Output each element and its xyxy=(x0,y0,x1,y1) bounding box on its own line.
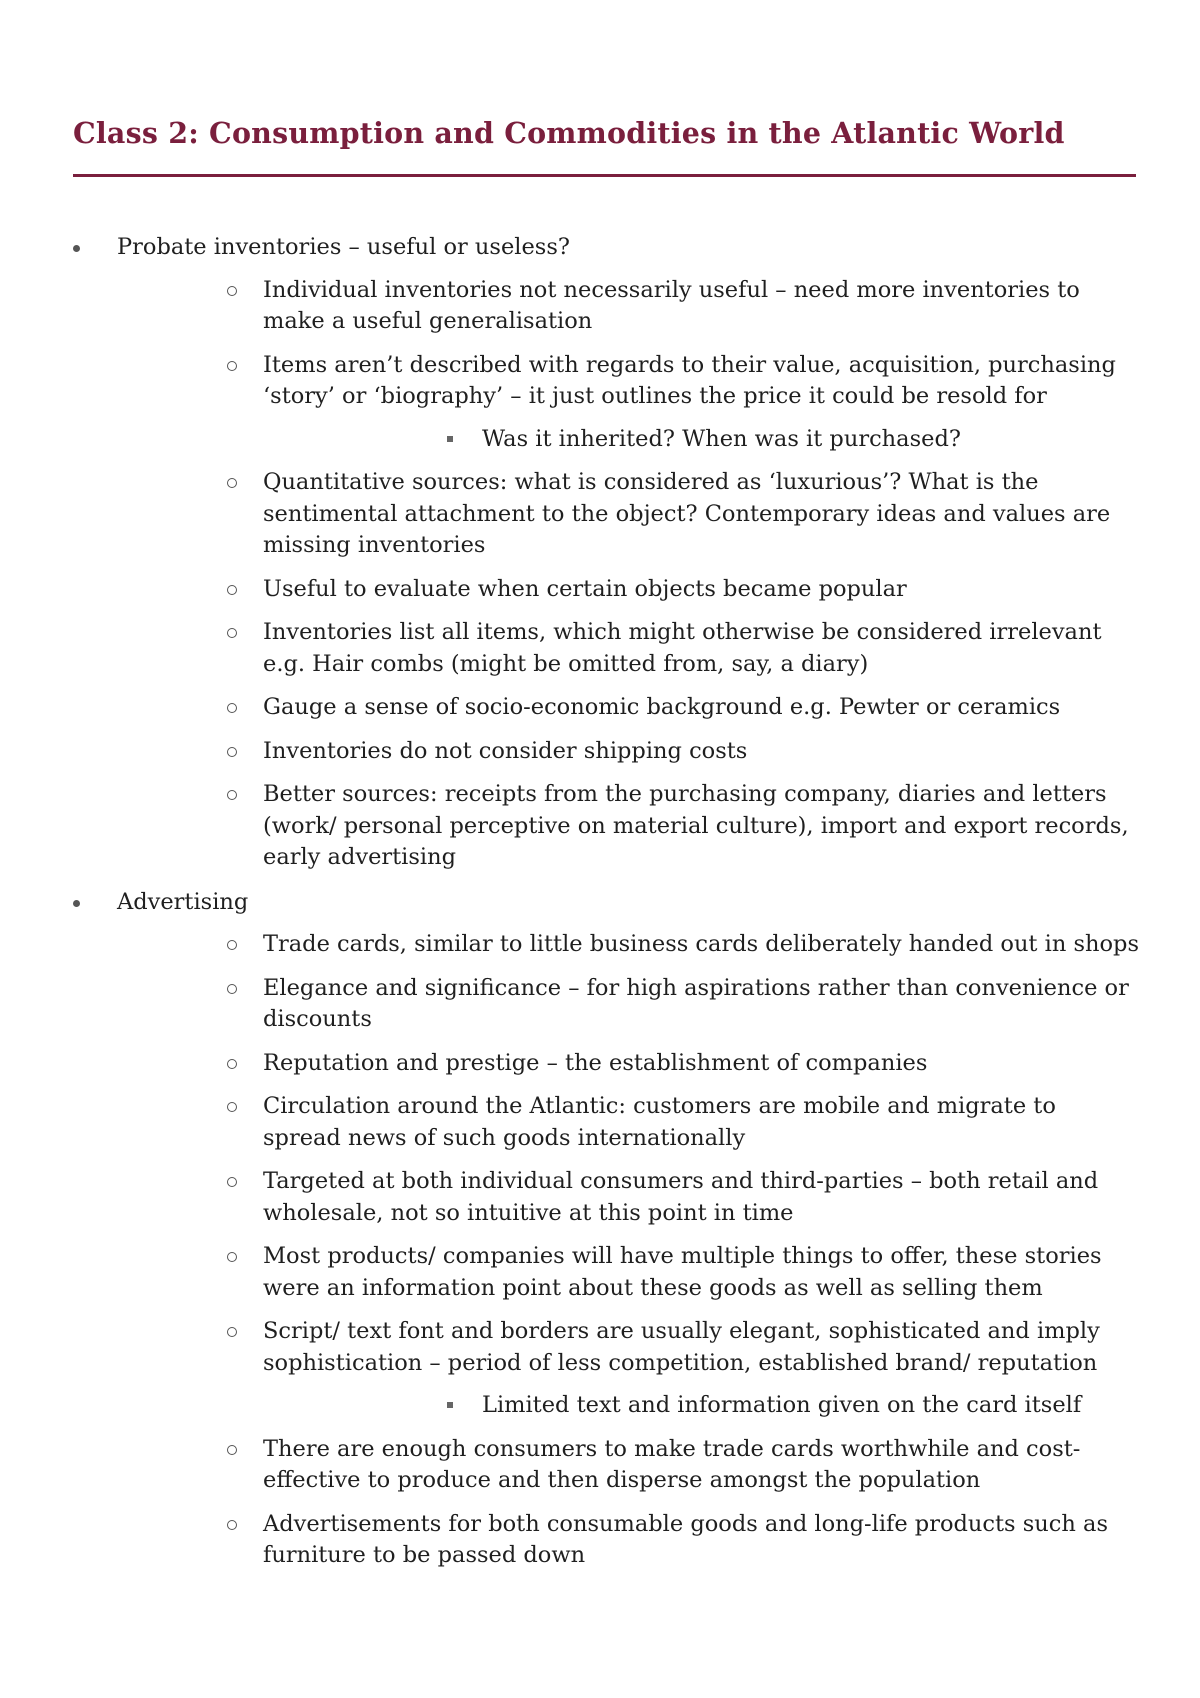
sub-bullet-text: Most products/ companies will have multiple things to offer, these stories were an information point about these goods as well as selling them xyxy=(263,1243,1102,1301)
circle-bullet-icon xyxy=(227,779,247,810)
circle-bullet-icon xyxy=(227,1509,247,1540)
sub-list xyxy=(117,275,1140,874)
sub-bullet-text: Trade cards, similar to little business cards deliberately handed out in shops xyxy=(263,931,1139,957)
sub-bullet-item xyxy=(117,467,1140,562)
circle-bullet-icon xyxy=(227,275,247,306)
sub-bullet-text: Quantitative sources: what is considered as ‘luxurious’? What is the sentimental attachment to the object? Contemporary ideas and values are missing inventories xyxy=(263,469,1111,558)
sub-bullet-item xyxy=(117,1316,1140,1422)
circle-bullet-icon xyxy=(227,1091,247,1122)
sub-bullet-text: Gauge a sense of socio-economic background e.g. Pewter or ceramics xyxy=(263,694,1061,720)
circle-bullet-icon xyxy=(227,574,247,605)
sub-bullet-item xyxy=(117,1048,1140,1080)
sub-bullet-item xyxy=(117,1434,1140,1497)
sub-sub-list xyxy=(263,424,1140,456)
sub-bullet-text: Script/ text font and borders are usually elegant, sophisticated and imply sophistication – period of less competition, established brand/ reputation xyxy=(263,1318,1100,1376)
sub-sub-bullet-item xyxy=(263,424,1140,456)
sub-bullet-text: Reputation and prestige – the establishment of companies xyxy=(263,1049,928,1076)
sub-bullet-text: Targeted at both individual consumers and third-parties – both retail and wholesale, not so intuitive at this point in time xyxy=(263,1168,1099,1226)
sub-bullet-text: Circulation around the Atlantic: customers are mobile and migrate to spread news of such goods internationally xyxy=(263,1093,1056,1151)
notes-outline xyxy=(73,232,1140,1572)
circle-bullet-icon xyxy=(227,692,247,723)
sub-bullet-text: Better sources: receipts from the purchasing company, diaries and letters (work/ personal perceptive on material culture), import and export records, early advertising xyxy=(263,781,1129,870)
sub-bullet-item xyxy=(117,275,1140,338)
sub-bullet-text: There are enough consumers to make trade cards worthwhile and cost-effective to produce and then disperse amongst the population xyxy=(263,1435,1081,1493)
sub-bullet-item xyxy=(117,736,1140,768)
circle-bullet-icon xyxy=(227,1166,247,1197)
square-bullet-icon xyxy=(447,1390,467,1421)
sub-bullet-item xyxy=(117,617,1140,680)
sub-bullet-item xyxy=(117,1166,1140,1229)
circle-bullet-icon xyxy=(227,929,247,960)
sub-bullet-text: Advertisements for both consumable goods and long-life products such as furniture to be passed down xyxy=(263,1510,1108,1568)
sub-bullet-item xyxy=(117,574,1140,606)
sub-bullet-item xyxy=(117,350,1140,456)
sub-list xyxy=(117,929,1140,1572)
circle-bullet-icon xyxy=(227,467,247,498)
sub-sub-bullet-text: Limited text and information given on the card itself xyxy=(482,1392,1082,1418)
sub-bullet-text: Inventories list all items, which might otherwise be considered irrelevant e.g. Hair combs (might be omitted from, say, a diary) xyxy=(263,619,1102,677)
circle-bullet-icon xyxy=(227,1048,247,1079)
sub-bullet-text: Elegance and significance – for high aspirations rather than convenience or discounts xyxy=(263,974,1129,1032)
sub-bullet-item xyxy=(117,779,1140,874)
sub-bullet-item xyxy=(117,1091,1140,1154)
title-underline xyxy=(73,174,1136,177)
bullet-item xyxy=(73,232,1140,874)
circle-bullet-icon xyxy=(227,1434,247,1465)
circle-bullet-icon xyxy=(227,1241,247,1272)
circle-bullet-icon xyxy=(227,1316,247,1347)
bullet-text: Advertising xyxy=(117,888,249,915)
page-title: Class 2: Consumption and Commodities in the Atlantic World xyxy=(73,116,1065,150)
sub-bullet-item xyxy=(117,973,1140,1036)
sub-bullet-text: Useful to evaluate when certain objects became popular xyxy=(263,575,907,602)
sub-bullet-text: Individual inventories not necessarily useful – need more inventories to make a useful generalisation xyxy=(263,276,1080,334)
circle-bullet-icon xyxy=(227,617,247,648)
sub-sub-bullet-text: Was it inherited? When was it purchased? xyxy=(482,425,961,452)
sub-sub-bullet-item xyxy=(263,1390,1140,1422)
sub-bullet-text: Items aren’t described with regards to their value, acquisition, purchasing ‘story’ or ‘biography’ – it just outlines the price it could be resold for xyxy=(263,351,1116,409)
circle-bullet-icon xyxy=(227,973,247,1004)
bullet-item xyxy=(73,887,1140,1572)
sub-bullet-item xyxy=(117,692,1140,724)
sub-bullet-item xyxy=(117,1509,1140,1572)
sub-bullet-item xyxy=(117,1241,1140,1304)
bullet-text: Probate inventories – useful or useless? xyxy=(117,234,570,260)
sub-bullet-text: Inventories do not consider shipping costs xyxy=(263,737,748,764)
square-bullet-icon xyxy=(447,424,467,455)
sub-bullet-item xyxy=(117,929,1140,961)
circle-bullet-icon xyxy=(227,350,247,381)
circle-bullet-icon xyxy=(227,736,247,767)
sub-sub-list xyxy=(263,1390,1140,1422)
